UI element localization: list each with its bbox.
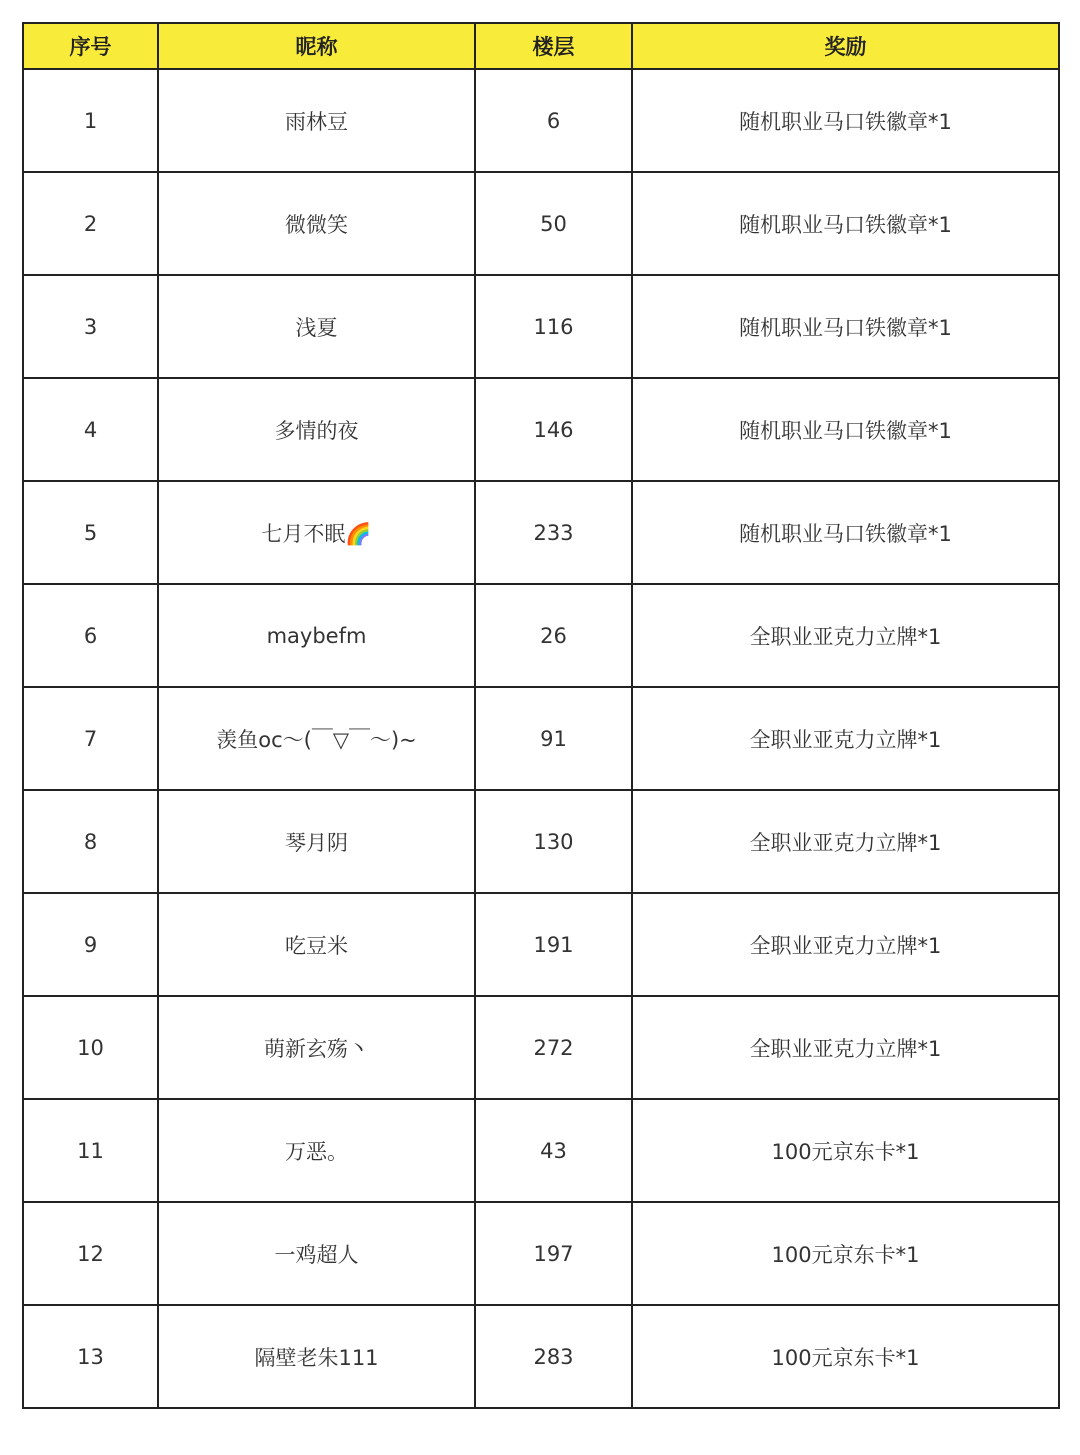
table-row [23,1202,1059,1305]
cell-index: 6 [23,584,158,687]
cell-index: 5 [23,481,158,584]
cell-floor: 146 [475,378,632,481]
cell-reward: 100元京东卡*1 [632,1099,1059,1202]
winners-table [22,22,1060,1409]
header-row [23,23,1059,69]
cell-index: 8 [23,790,158,893]
table-row [23,481,1059,584]
cell-reward: 全职业亚克力立牌*1 [632,996,1059,1099]
cell-index: 13 [23,1305,158,1408]
table-row [23,893,1059,996]
table-row [23,1305,1059,1408]
cell-nickname: 多情的夜 [158,378,475,481]
cell-reward: 全职业亚克力立牌*1 [632,687,1059,790]
cell-index: 11 [23,1099,158,1202]
cell-reward: 全职业亚克力立牌*1 [632,790,1059,893]
cell-reward: 随机职业马口铁徽章*1 [632,481,1059,584]
cell-reward: 全职业亚克力立牌*1 [632,584,1059,687]
cell-floor: 43 [475,1099,632,1202]
cell-reward: 100元京东卡*1 [632,1202,1059,1305]
cell-reward: 随机职业马口铁徽章*1 [632,69,1059,172]
header-nickname: 昵称 [158,23,475,69]
cell-index: 3 [23,275,158,378]
table-row [23,584,1059,687]
cell-reward: 全职业亚克力立牌*1 [632,893,1059,996]
cell-nickname: 萌新玄殇丶 [158,996,475,1099]
cell-reward: 随机职业马口铁徽章*1 [632,378,1059,481]
cell-floor: 233 [475,481,632,584]
cell-floor: 116 [475,275,632,378]
cell-floor: 283 [475,1305,632,1408]
cell-nickname: 羡鱼oc～(￣▽￣～)~ [158,687,475,790]
cell-nickname: 一鸡超人 [158,1202,475,1305]
cell-index: 1 [23,69,158,172]
cell-floor: 26 [475,584,632,687]
table-row [23,69,1059,172]
cell-index: 10 [23,996,158,1099]
cell-nickname: 隔壁老朱111 [158,1305,475,1408]
cell-floor: 50 [475,172,632,275]
cell-reward: 随机职业马口铁徽章*1 [632,172,1059,275]
cell-floor: 191 [475,893,632,996]
cell-floor: 272 [475,996,632,1099]
table-row [23,172,1059,275]
cell-nickname: 万恶。 [158,1099,475,1202]
cell-index: 12 [23,1202,158,1305]
cell-nickname: 琴月阴 [158,790,475,893]
cell-index: 4 [23,378,158,481]
table-row [23,378,1059,481]
cell-floor: 91 [475,687,632,790]
table-header [23,23,1059,69]
table-body [23,69,1059,1408]
cell-nickname: 吃豆米 [158,893,475,996]
header-reward: 奖励 [632,23,1059,69]
table-row [23,687,1059,790]
cell-floor: 6 [475,69,632,172]
cell-nickname: 微微笑 [158,172,475,275]
cell-index: 7 [23,687,158,790]
header-floor: 楼层 [475,23,632,69]
table-row [23,790,1059,893]
table-row [23,275,1059,378]
cell-floor: 130 [475,790,632,893]
cell-nickname: maybefm [158,584,475,687]
header-index: 序号 [23,23,158,69]
cell-floor: 197 [475,1202,632,1305]
table-row [23,996,1059,1099]
cell-index: 2 [23,172,158,275]
cell-nickname: 雨林豆 [158,69,475,172]
cell-nickname: 浅夏 [158,275,475,378]
cell-reward: 100元京东卡*1 [632,1305,1059,1408]
table-row [23,1099,1059,1202]
cell-index: 9 [23,893,158,996]
cell-reward: 随机职业马口铁徽章*1 [632,275,1059,378]
cell-nickname: 七月不眠🌈 [158,481,475,584]
